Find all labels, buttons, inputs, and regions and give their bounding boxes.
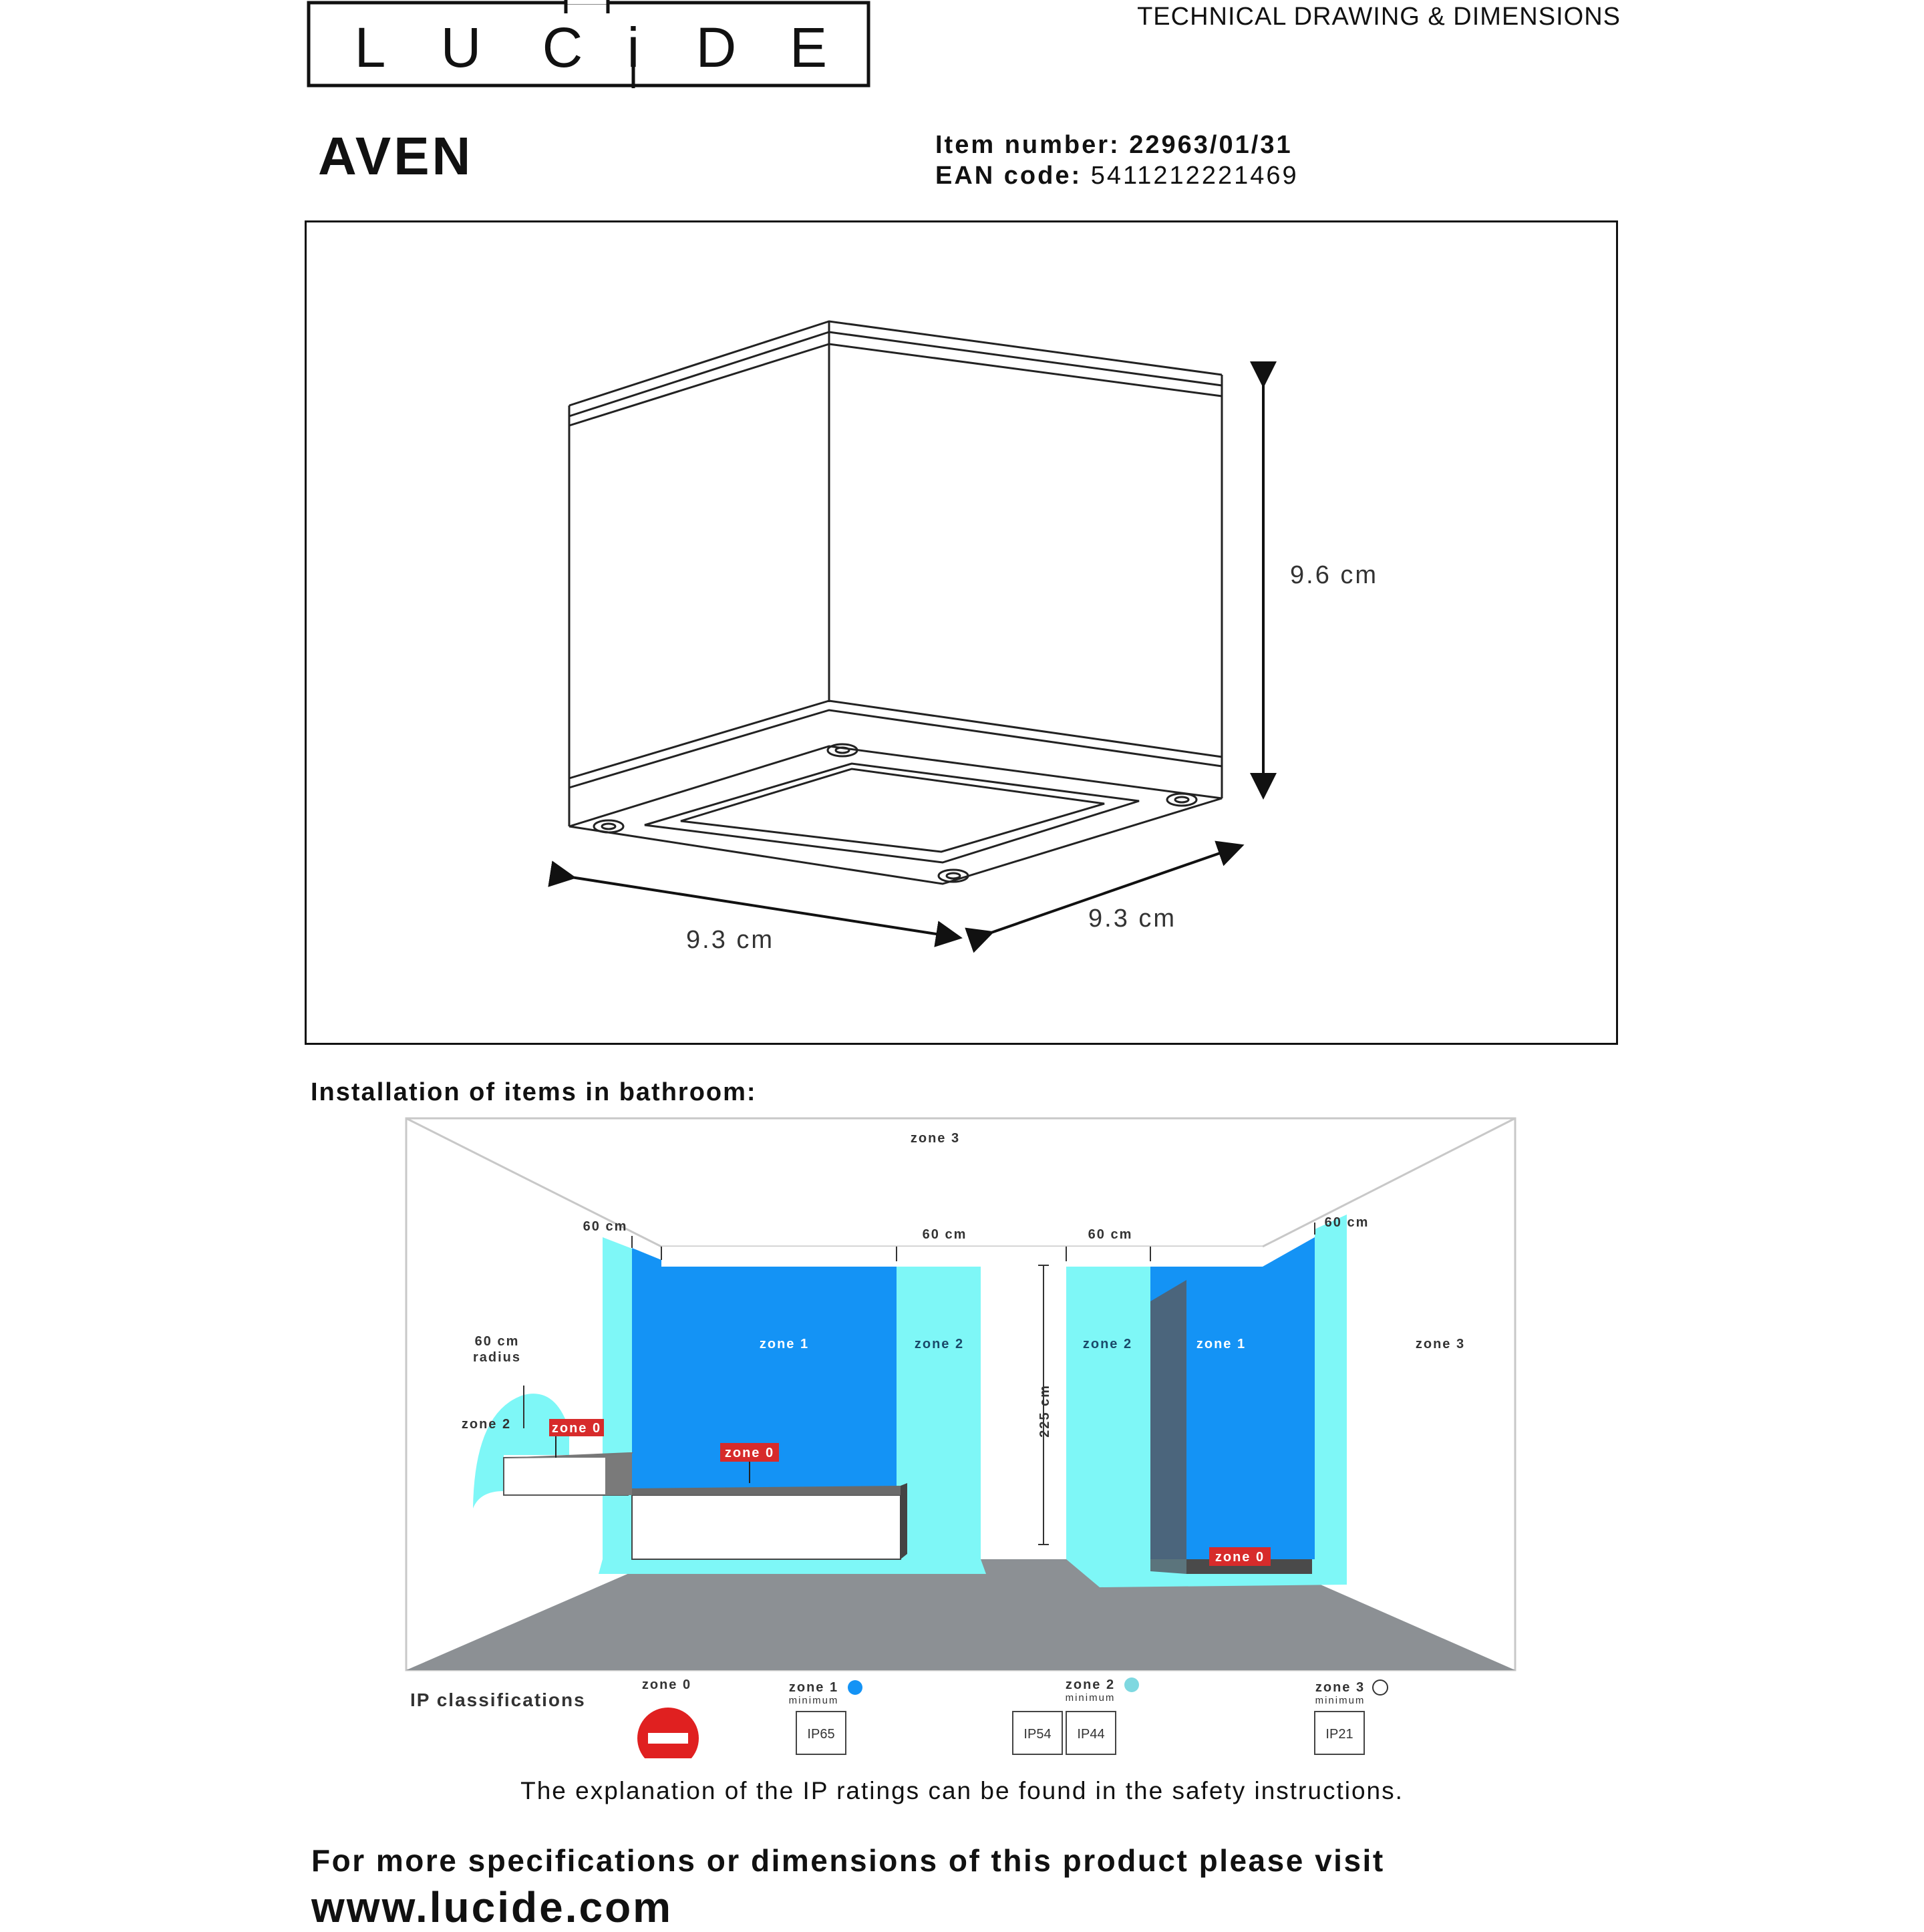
logo-letter: D bbox=[695, 16, 737, 79]
depth-dimension-label: 9.3 cm bbox=[1088, 905, 1177, 933]
zone2-bath-label: zone 2 bbox=[914, 1337, 965, 1351]
logo-letter: E bbox=[789, 16, 828, 79]
zone0-shower-tag bbox=[1209, 1547, 1271, 1566]
product-name: AVEN bbox=[318, 126, 474, 186]
svg-text:zone 0: zone 0 bbox=[724, 1446, 775, 1460]
bathroom-zones-diagram bbox=[405, 1117, 1519, 1758]
dist-right-corner-label: 60 cm bbox=[1324, 1215, 1370, 1230]
logo-letter: C bbox=[542, 16, 583, 79]
svg-text:zone 0: zone 0 bbox=[1215, 1550, 1265, 1565]
zone2-shower-label: zone 2 bbox=[1082, 1337, 1133, 1351]
ip-explanation: The explanation of the IP ratings can be found in the safety instructions. bbox=[520, 1777, 1404, 1804]
ip-zone2-name: zone 2 bbox=[1065, 1677, 1116, 1692]
height-dimension-label: 9.6 cm bbox=[1290, 561, 1379, 589]
dist-bath-label: 60 cm bbox=[922, 1227, 967, 1242]
ean-row bbox=[935, 162, 1299, 190]
zone2-left-label: zone 2 bbox=[461, 1417, 512, 1432]
footer-text: For more specifications or dimensions of this product please visit bbox=[311, 1843, 1385, 1878]
radius-word-label: radius bbox=[472, 1350, 522, 1365]
shower-glass bbox=[1150, 1280, 1186, 1574]
zone2-shower bbox=[1066, 1267, 1150, 1559]
ean-value: 5411212221469 bbox=[1090, 162, 1299, 190]
floor bbox=[406, 1559, 1515, 1670]
cube-drawing bbox=[307, 222, 1620, 1047]
ip-zone0-name: zone 0 bbox=[641, 1677, 692, 1692]
ip-zone3-minimum: minimum bbox=[1315, 1695, 1366, 1706]
item-number-value: 22963/01/31 bbox=[1129, 131, 1293, 159]
zone1-bath-label: zone 1 bbox=[759, 1337, 810, 1351]
section-label: TECHNICAL DRAWING & DIMENSIONS bbox=[1137, 3, 1621, 31]
footer-url[interactable]: www.lucide.com bbox=[311, 1883, 673, 1931]
technical-drawing-frame bbox=[305, 220, 1618, 1045]
zone2-bath bbox=[897, 1267, 981, 1559]
ip-zone2-minimum: minimum bbox=[1065, 1692, 1116, 1704]
ip-rating-ip54: IP54 bbox=[1023, 1727, 1052, 1742]
logo-letter: L bbox=[354, 16, 386, 79]
zone0-sink-tag bbox=[549, 1419, 604, 1436]
ean-label: EAN code: bbox=[935, 162, 1082, 190]
cube-top-edge bbox=[569, 321, 1222, 406]
zone2-right-strip bbox=[1315, 1215, 1347, 1585]
ip-rating-ip65: IP65 bbox=[807, 1727, 835, 1742]
ip-zone1-minimum: minimum bbox=[788, 1695, 839, 1706]
logo-letter: i bbox=[627, 16, 640, 79]
ip-rating-ip21: IP21 bbox=[1325, 1727, 1353, 1742]
ip-zone3-name: zone 3 bbox=[1315, 1680, 1366, 1695]
radius-value-label: 60 cm bbox=[474, 1334, 520, 1349]
lucide-logo bbox=[306, 0, 871, 88]
zone2-color-dot bbox=[1124, 1677, 1139, 1692]
height-label: 225 cm bbox=[1037, 1384, 1052, 1438]
zone1-shower-label: zone 1 bbox=[1196, 1337, 1247, 1351]
width-dimension-label: 9.3 cm bbox=[686, 926, 775, 954]
zone3-right-label: zone 3 bbox=[1415, 1337, 1466, 1351]
item-number-label: Item number: bbox=[935, 131, 1120, 159]
ip-zone1-name: zone 1 bbox=[788, 1680, 839, 1695]
no-entry-icon bbox=[637, 1708, 699, 1758]
logo-letter: U bbox=[440, 16, 482, 79]
zone1-color-dot bbox=[848, 1680, 862, 1695]
bathtub bbox=[632, 1495, 901, 1559]
zone3-color-dot bbox=[1373, 1680, 1388, 1695]
item-number-row bbox=[935, 131, 1293, 160]
zone3-top-label: zone 3 bbox=[910, 1131, 961, 1146]
dist-left-corner-label: 60 cm bbox=[583, 1219, 628, 1234]
dist-shower-label: 60 cm bbox=[1088, 1227, 1133, 1242]
svg-text:zone 0: zone 0 bbox=[551, 1421, 602, 1436]
ip-title: IP classifications bbox=[410, 1689, 586, 1710]
bathroom-section-title: Installation of items in bathroom: bbox=[311, 1078, 757, 1106]
ip-rating-ip44: IP44 bbox=[1077, 1727, 1105, 1742]
